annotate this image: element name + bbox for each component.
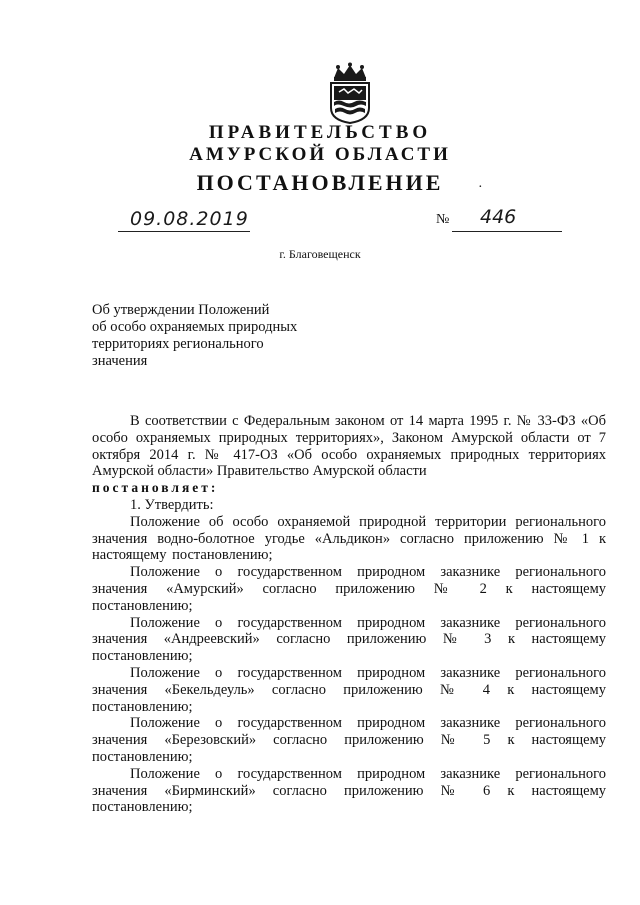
list-item: Положение о государственном природном заказнике регионального значения «Андреевский» согласно приложению № 3 к настоящему постановлению; xyxy=(92,614,606,665)
number-underline xyxy=(452,231,562,232)
title-line: значения xyxy=(92,353,148,369)
title-line: территориях регионального xyxy=(92,336,264,352)
point-1: 1. Утвердить: xyxy=(130,496,214,513)
list-item: Положение об особо охраняемой природной территории регионального значения водно-болотное угодье «Альдикон» согласно приложению № 1 к настоящему постановлению; xyxy=(92,513,606,564)
decorative-dot: · xyxy=(478,180,483,195)
organization-line-1: ПРАВИТЕЛЬСТВО xyxy=(208,122,432,143)
list-item: Положение о государственном природном заказнике регионального значения «Амурский» согласно приложению № 2 к настоящему постановлению; xyxy=(92,564,606,614)
decree-word: постановляет: xyxy=(92,480,219,496)
coat-of-arms-icon xyxy=(328,62,372,124)
list-item: Положение о государственном природном заказнике регионального значения «Березовский» согласно приложению № 5 к настоящему постановлению; xyxy=(92,715,606,765)
date-underline xyxy=(118,231,250,232)
document-type: ПОСТАНОВЛЕНИЕ xyxy=(196,170,444,195)
document-number: 446 xyxy=(480,206,517,228)
title-line: об особо охраняемых природных xyxy=(92,319,298,335)
list-item: Положение о государственном природном заказнике регионального значения «Бекельдеуль» согласно приложению № 4 к настоящему постановлению; xyxy=(92,664,606,715)
list-item: Положение о государственном природном заказнике регионального значения «Бирминский» согласно приложению № 6 к настоящему постановлению; xyxy=(92,765,606,816)
organization-line-2: АМУРСКОЙ ОБЛАСТИ xyxy=(189,144,451,165)
preamble-paragraph: В соответствии с Федеральным законом от 14 марта 1995 г. № 33-ФЗ «Об особо охраняемых природных территориях», Законом Амурской области от 7 октября 2014 г. № 417-ОЗ «Об особо охраняемых природных территориях Амурской области» Правительство Амурской области xyxy=(92,413,606,480)
document-title xyxy=(92,302,352,370)
document-date: 09.08.2019 xyxy=(130,208,249,230)
document-body xyxy=(92,413,606,816)
title-line: Об утверждении Положений xyxy=(92,302,270,318)
city: г. Благовещенск xyxy=(279,247,361,261)
number-sign: № xyxy=(436,212,450,227)
